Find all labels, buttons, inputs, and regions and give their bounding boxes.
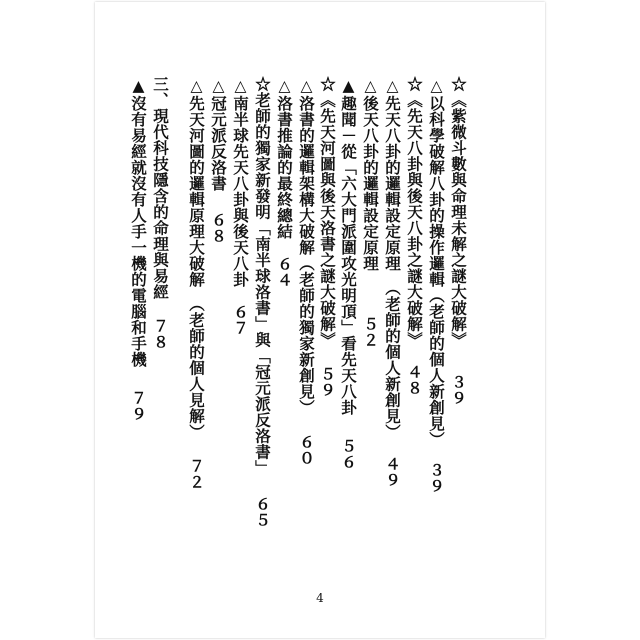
toc-column: [185, 76, 207, 490]
toc-entry-title: ☆《紫微斗數與命理未解之謎大破解》: [449, 76, 468, 348]
toc-entry-page: ７８: [151, 318, 170, 350]
toc-entry-page: ５９: [318, 366, 337, 398]
toc-column: [295, 76, 317, 466]
toc-entry-page: ６７: [231, 303, 250, 336]
toc-entry-title: △洛書的邏輯架構大破解（老師的獨家新創見）: [297, 76, 316, 416]
toc-entry-title: ☆《先天河圖與後天洛書之謎大破解》: [318, 76, 337, 348]
toc-column: [381, 76, 403, 488]
toc-entry-page: ７２: [187, 457, 206, 490]
toc-entry-title: △先天八卦的邏輯設定原理 （老師的個人新創見）: [383, 76, 402, 440]
toc-column: [316, 76, 338, 398]
toc-entry-title: △冠元派反洛書: [209, 76, 228, 192]
toc-column: [425, 76, 447, 494]
toc-entry-title: △後天八卦的邏輯設定原理: [361, 76, 380, 272]
toc-entry-title: △以科學破解八卦的操作邏輯（老師的個人新創見）: [427, 76, 446, 448]
toc-entry-title: ☆《先天八卦與後天八卦之謎大破解》: [405, 76, 424, 348]
toc-entry-title: △先天河圖的邏輯原理大破解 （老師的個人見解）: [187, 76, 206, 440]
toc-entry-page: ５２: [361, 315, 380, 348]
toc-column: [229, 76, 251, 336]
page-number: 4: [316, 591, 324, 605]
toc-entry-page: ６０: [297, 433, 316, 466]
toc-entry-page: ４８: [405, 364, 424, 396]
toc-column: [207, 76, 229, 244]
toc-entry-page: ６５: [253, 496, 272, 528]
toc-column: [447, 76, 469, 406]
toc-entry-title: △南半球先天八卦與後天八卦: [231, 76, 250, 288]
toc-entry-page: ５６: [339, 437, 358, 470]
toc-entry-page: ６８: [209, 211, 228, 244]
toc-column: [251, 76, 273, 528]
toc-entry-title: ▲沒有易經就沒有人手一機的電腦和手機: [129, 76, 148, 368]
toc-entry-title: ▲趣聞－從「六大門派圍攻光明頂」看先天八卦: [339, 76, 358, 416]
toc-entry-title: 三、現代科技隱含的命理與易經: [151, 76, 170, 300]
toc-column: [337, 76, 359, 470]
toc-column: [127, 76, 149, 422]
toc-entry-title: ☆老師的獨家新發明「南半球洛書」與「冠元派反洛書」: [253, 76, 272, 476]
toc-entry-page: ６４: [275, 255, 294, 288]
toc-entry-page: ３９: [449, 374, 468, 406]
toc-column: [149, 76, 171, 350]
toc-column: [359, 76, 381, 348]
toc-column: [403, 76, 425, 396]
toc-entry-page: ３９: [427, 461, 446, 494]
toc-entry-title: △洛書推論的最終總結: [275, 76, 294, 240]
toc-entry-page: ４９: [383, 455, 402, 488]
toc-entry-page: ７９: [129, 389, 148, 422]
toc-column: [273, 76, 295, 288]
